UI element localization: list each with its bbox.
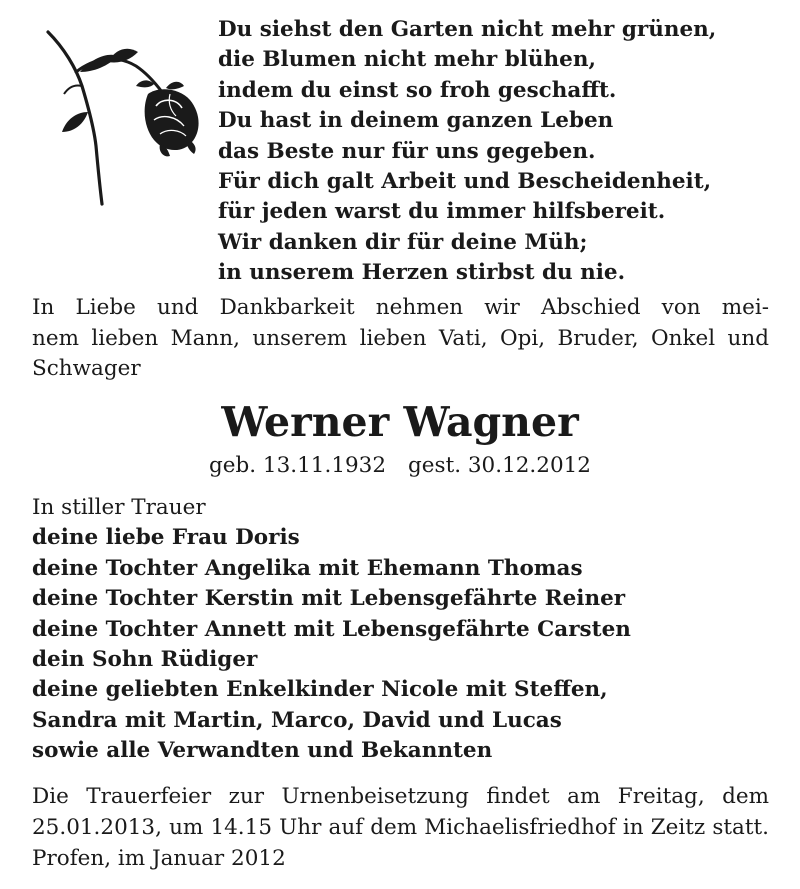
mourner-entry: dein Sohn Rüdiger (32, 647, 258, 673)
poem-line: das Beste nur für uns gegeben. (218, 138, 596, 164)
poem-line: indem du einst so froh geschafft. (218, 77, 617, 103)
mourner-entry: deine Tochter Annett mit Lebensgefährte Carsten (32, 616, 631, 642)
mourner-entry: Sandra mit Martin, Marco, David und Lucas (32, 707, 562, 733)
funeral-info (32, 781, 769, 843)
mourner-entry: deine geliebten Enkelkinder Nicole mit Steffen, (32, 677, 608, 703)
intro-paragraph (32, 293, 769, 385)
funeral-line: Die Trauerfeier zur Urnenbeisetzung findet am Freitag, dem (32, 784, 769, 809)
intro-line: nem lieben Mann, unserem lieben Vati, Opi, Bruder, Onkel und (32, 325, 769, 351)
mourners-label: In stiller Trauer (32, 495, 206, 520)
intro-line: In Liebe und Dankbarkeit nehmen wir Abschied von mei- (32, 295, 769, 320)
death-date: gest. 30.12.2012 (408, 453, 591, 478)
poem (218, 15, 778, 289)
poem-line: Wir danken dir für deine Müh; (218, 229, 588, 255)
mourner-entry: sowie alle Verwandten und Bekannten (32, 738, 493, 764)
poem-line: Du hast in deinem ganzen Leben (218, 108, 614, 134)
place-date: Profen, im Januar 2012 (32, 846, 286, 871)
mourner-entry: deine Tochter Angelika mit Ehemann Thomas (32, 555, 583, 581)
poem-line: Du siehst den Garten nicht mehr grünen, (218, 17, 717, 42)
poem-line: die Blumen nicht mehr blühen, (218, 47, 596, 73)
birth-date: geb. 13.11.1932 (209, 453, 387, 478)
poem-line: in unserem Herzen stirbst du nie. (218, 260, 626, 286)
mourners-list (32, 493, 772, 767)
life-dates (0, 452, 800, 480)
poem-line: Für dich galt Arbeit und Bescheidenheit, (218, 169, 712, 195)
wilted-rose-icon (36, 28, 206, 206)
mourner-entry: deine liebe Frau Doris (32, 525, 300, 551)
intro-line: Schwager (32, 356, 141, 381)
deceased-name: Werner Wagner (221, 398, 579, 446)
poem-line: für jeden warst du immer hilfsbereit. (218, 199, 666, 225)
funeral-line: 25.01.2013, um 14.15 Uhr auf dem Michaelisfriedhof in Zeitz statt. (32, 815, 769, 840)
mourner-entry: deine Tochter Kerstin mit Lebensgefährte Reiner (32, 586, 626, 612)
